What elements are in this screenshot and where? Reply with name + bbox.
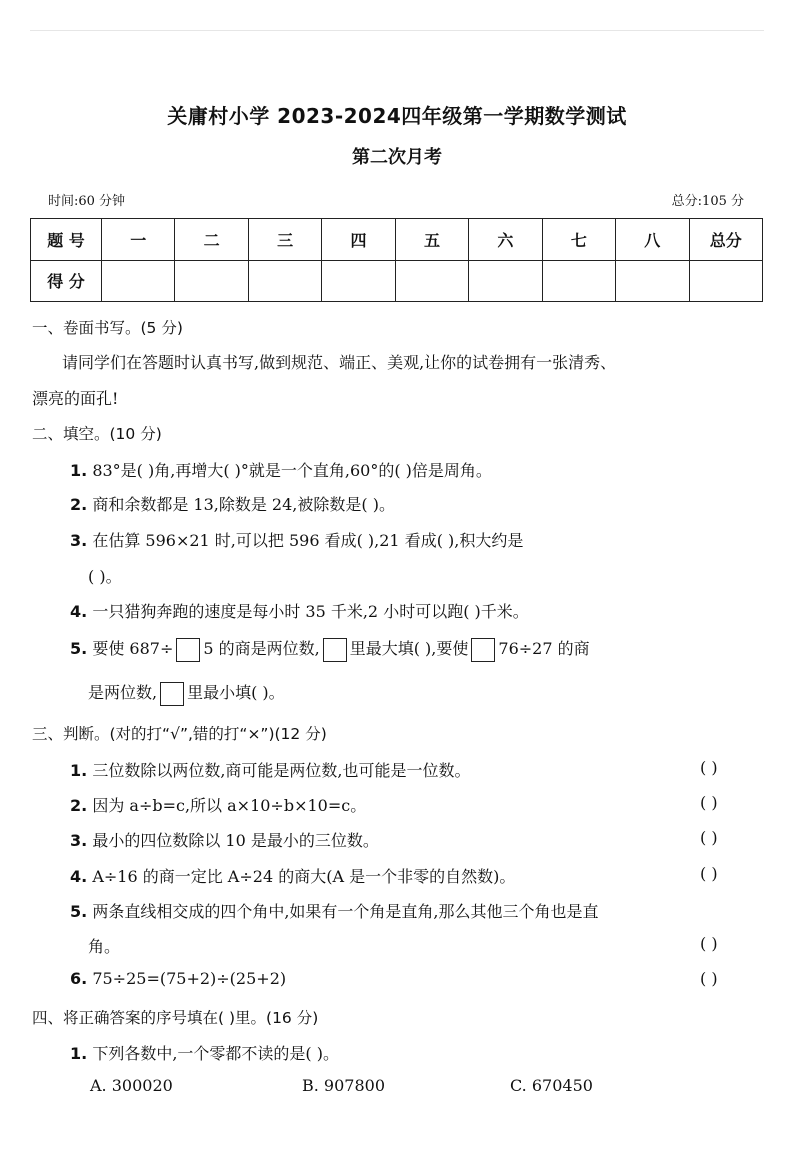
question-number: 5. xyxy=(70,902,88,921)
question-text: 下列各数中,一个零都不读的是( )。 xyxy=(92,1044,339,1063)
question-text-part: 要使 687÷ xyxy=(92,639,174,658)
judge-question-3 xyxy=(70,828,379,851)
question-text: 三位数除以两位数,商可能是两位数,也可能是一位数。 xyxy=(92,761,471,780)
question-number: 3. xyxy=(70,531,88,550)
fill-question-1 xyxy=(70,458,492,481)
question-text-part: 里最小填( )。 xyxy=(187,683,285,702)
score-cell-header: 二 xyxy=(175,219,248,261)
fill-question-2 xyxy=(70,492,395,515)
question-text-part: 是两位数, xyxy=(88,683,158,702)
answer-box[interactable] xyxy=(160,682,184,706)
question-number: 1. xyxy=(70,1044,88,1063)
answer-parentheses[interactable]: ( ) xyxy=(700,969,718,988)
score-cell-header: 一 xyxy=(102,219,175,261)
option-c[interactable]: C. 670450 xyxy=(510,1076,593,1095)
question-number: 6. xyxy=(70,969,88,988)
judge-question-1 xyxy=(70,758,471,781)
total-score: 总分:105 分 xyxy=(671,194,744,209)
question-text: 75÷25=(75+2)÷(25+2) xyxy=(92,969,287,988)
choice-question-1 xyxy=(70,1041,339,1064)
section-2-heading: 二、填空。(10 分) xyxy=(32,425,162,443)
question-number: 4. xyxy=(70,867,88,886)
fill-question-4 xyxy=(70,599,529,622)
answer-parentheses[interactable]: ( ) xyxy=(700,864,718,883)
question-text-part: 76÷27 的商 xyxy=(498,639,590,658)
question-number: 1. xyxy=(70,761,88,780)
question-number: 2. xyxy=(70,796,88,815)
answer-parentheses[interactable]: ( ) xyxy=(700,793,718,812)
score-table-header-row xyxy=(31,219,763,261)
score-cell-empty[interactable] xyxy=(542,260,615,302)
section-1-heading: 一、卷面书写。(5 分) xyxy=(32,319,183,337)
score-cell-label: 得 分 xyxy=(31,260,102,302)
score-cell-empty[interactable] xyxy=(469,260,542,302)
score-cell-header: 五 xyxy=(395,219,468,261)
question-text: 因为 a÷b=c,所以 a×10÷b×10=c。 xyxy=(92,796,367,815)
judge-question-6 xyxy=(70,969,286,988)
question-number: 4. xyxy=(70,602,88,621)
score-cell-empty[interactable] xyxy=(248,260,321,302)
score-cell-empty[interactable] xyxy=(322,260,395,302)
score-cell-header: 八 xyxy=(616,219,689,261)
score-cell-header: 四 xyxy=(322,219,395,261)
section-4-heading: 四、将正确答案的序号填在( )里。(16 分) xyxy=(32,1009,319,1027)
score-cell-header: 三 xyxy=(248,219,321,261)
section-1-line-2: 漂亮的面孔! xyxy=(32,389,119,408)
answer-box[interactable] xyxy=(471,638,495,662)
question-number: 3. xyxy=(70,831,88,850)
score-cell-empty[interactable] xyxy=(689,260,763,302)
score-cell-header: 六 xyxy=(469,219,542,261)
exam-subtitle: 第二次月考 xyxy=(352,147,442,168)
judge-question-5-continued: 角。 xyxy=(88,937,121,956)
question-text: 一只猎狗奔跑的速度是每小时 35 千米,2 小时可以跑( )千米。 xyxy=(92,602,529,621)
score-cell-empty[interactable] xyxy=(175,260,248,302)
judge-question-2 xyxy=(70,793,366,816)
score-cell-empty[interactable] xyxy=(395,260,468,302)
fill-question-5-continued xyxy=(88,680,285,706)
judge-question-5 xyxy=(70,899,599,922)
time-limit: 时间:60 分钟 xyxy=(48,194,126,209)
score-table-score-row xyxy=(31,260,763,302)
score-table xyxy=(30,218,763,302)
section-1-line-1: 请同学们在答题时认真书写,做到规范、端正、美观,让你的试卷拥有一张清秀、 xyxy=(62,353,617,372)
question-text: 两条直线相交成的四个角中,如果有一个角是直角,那么其他三个角也是直 xyxy=(92,902,599,921)
score-cell-label: 题 号 xyxy=(31,219,102,261)
question-text: 最小的四位数除以 10 是最小的三位数。 xyxy=(92,831,379,850)
question-number: 1. xyxy=(70,461,88,480)
score-cell-empty[interactable] xyxy=(616,260,689,302)
fill-question-3 xyxy=(70,528,523,551)
question-text-part: 里最大填( ),要使 xyxy=(349,639,469,658)
judge-question-4 xyxy=(70,864,515,887)
score-cell-header: 七 xyxy=(542,219,615,261)
question-text: 83°是( )角,再增大( )°就是一个直角,60°的( )倍是周角。 xyxy=(92,461,492,480)
exam-title: 关庸村小学 2023-2024四年级第一学期数学测试 xyxy=(167,104,627,128)
question-number: 2. xyxy=(70,495,88,514)
question-text: A÷16 的商一定比 A÷24 的商大(A 是一个非零的自然数)。 xyxy=(92,867,516,886)
score-cell-empty[interactable] xyxy=(102,260,175,302)
option-b[interactable]: B. 907800 xyxy=(302,1076,386,1095)
score-cell-header: 总分 xyxy=(689,219,763,261)
top-divider xyxy=(30,30,764,31)
section-3-heading: 三、判断。(对的打“√”,错的打“×”)(12 分) xyxy=(32,725,327,743)
answer-parentheses[interactable]: ( ) xyxy=(700,758,718,777)
answer-parentheses[interactable]: ( ) xyxy=(700,934,718,953)
option-a[interactable]: A. 300020 xyxy=(90,1076,173,1095)
question-text: 在估算 596×21 时,可以把 596 看成( ),21 看成( ),积大约是 xyxy=(92,531,524,550)
answer-parentheses[interactable]: ( ) xyxy=(700,828,718,847)
question-number: 5. xyxy=(70,639,88,658)
question-text: 商和余数都是 13,除数是 24,被除数是( )。 xyxy=(92,495,395,514)
fill-question-3-continued: ( )。 xyxy=(88,567,122,586)
question-text-part: 5 的商是两位数, xyxy=(203,639,320,658)
answer-box[interactable] xyxy=(176,638,200,662)
fill-question-5 xyxy=(70,636,590,662)
answer-box[interactable] xyxy=(323,638,347,662)
